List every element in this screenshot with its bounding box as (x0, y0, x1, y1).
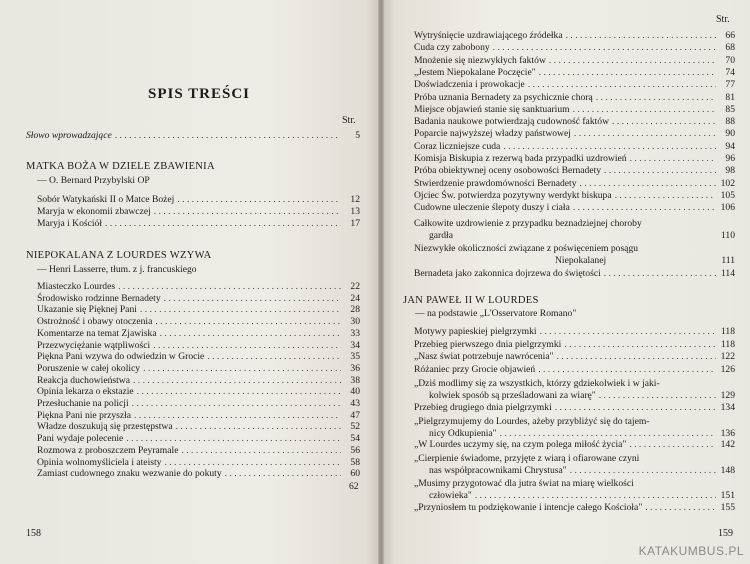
toc-entry-title: Opinia wolnomyśliciela i ateisty (37, 456, 162, 468)
toc-entry-title: Reakcja duchowieństwa (37, 374, 130, 386)
toc-page-number: 28 (350, 304, 360, 316)
dot-leader (153, 340, 341, 351)
toc-entry-title: „Nasz świat potrzebuje nawrócenia" (414, 351, 554, 363)
toc-page-number: 105 (720, 189, 735, 201)
toc-entry (37, 194, 360, 205)
toc-entry-title: Miejsce objawień stanie się sanktuarium (414, 103, 570, 115)
dot-leader (539, 67, 716, 78)
toc-page-number: 68 (725, 42, 735, 54)
toc-entry-title: Stwierdzenie prawdomówności Bernadety (414, 177, 577, 189)
toc-entry: człowieka" . . . 151 (429, 490, 735, 501)
section-heading: MATKA BOŻA W DZIELE ZBAWIENIA (26, 161, 215, 172)
toc-entry (37, 351, 360, 362)
toc-page-number: 12 (350, 194, 360, 205)
dot-leader (134, 410, 341, 421)
toc-page-number: 58 (350, 456, 360, 468)
toc-entry-line1: „Pielgrzymujemy do Lourdes, ażeby przybliżyć się do tajem- (414, 416, 650, 427)
toc-page-number: 77 (725, 79, 735, 91)
toc-entry: „Przyniosłem tu podziękowanie i intencje całego Kościoła" . . . 155 (414, 502, 735, 513)
toc-entry (414, 351, 735, 362)
toc-entry (37, 281, 360, 292)
dot-leader (540, 326, 716, 337)
section-heading: NIEPOKALANA Z LOURDES WZYWA (26, 250, 212, 261)
dot-leader (155, 316, 341, 327)
toc-page-number: 35 (350, 351, 360, 363)
toc-page-number: 96 (725, 153, 735, 164)
toc-entry (37, 304, 360, 315)
section-author: — Henri Lasserre, tłum. z j. francuskiego (37, 264, 197, 275)
toc-page-number: 118 (720, 326, 735, 337)
toc-entry-line1: „Musimy przygotować dla jutra świat na miarę wielkości (414, 478, 634, 489)
toc-entry-title: Rozmowa z proboszczem Peyramale (37, 444, 179, 456)
toc-entry: Bernadeta jako zakonnica dojrzewa do świętości . . . 114 (414, 268, 735, 279)
toc-page-number: 70 (725, 54, 735, 66)
toc-entry (414, 141, 735, 152)
dot-leader (126, 433, 341, 444)
dot-leader (564, 339, 716, 350)
toc-page-number: 66 (725, 30, 735, 41)
toc-entry (414, 128, 735, 139)
toc-entry-title: Przesłuchanie na policji (37, 398, 129, 409)
dot-leader (615, 190, 716, 201)
toc-entry-title: Maryja w ekonomii zbawczej (37, 206, 151, 218)
toc-entry-title: Piękna Pani wzywa do odwiedzin w Grocie (37, 351, 205, 363)
toc-entry (414, 202, 735, 213)
dot-leader (538, 364, 716, 375)
toc-entry-line1: „Dziś modlimy się za wszystkich, którzy gdziekolwiek i w jaki- (414, 378, 660, 389)
toc-entry-title: Ojciec Św. potwierdza pozytywny werdykt biskupa (414, 189, 612, 201)
dot-leader (503, 141, 716, 152)
dot-leader (143, 363, 341, 374)
toc-entry (37, 398, 360, 409)
page-number: 159 (718, 528, 733, 539)
toc-entry-title: Różaniec przy Grocie objawień (414, 363, 536, 375)
toc-entry-title: Pani wydaje polecenie (37, 433, 124, 445)
dot-leader (493, 42, 716, 53)
toc-entry (414, 153, 735, 164)
toc-page-number: 36 (350, 362, 360, 374)
toc-entry-title: Maryja i Kościół (37, 218, 103, 230)
toc-page-number: 122 (720, 351, 735, 363)
toc-entry-title: Doświadczenia i prowokacje (414, 79, 525, 91)
toc-page-number: 118 (720, 338, 735, 350)
dot-leader (105, 218, 341, 229)
toc-entry (414, 190, 735, 201)
book-gutter (378, 0, 384, 564)
toc-entry-title: Cuda czy zabobony (414, 42, 490, 54)
toc-page-number: 47 (350, 409, 360, 421)
dot-leader (580, 178, 716, 189)
section-author: — na podstawie „L'Osservatore Romano" (415, 308, 577, 319)
toc-entry (414, 79, 735, 90)
toc-entry (414, 55, 735, 66)
dot-leader (154, 206, 341, 217)
toc-page-number: 52 (350, 421, 360, 433)
toc-entry (414, 42, 735, 53)
dot-leader (160, 328, 341, 339)
toc-page-number: 43 (350, 398, 360, 409)
toc-entry: Przebieg drugiego dnia pielgrzymki . . . 134 (414, 402, 735, 413)
page-number: 158 (26, 528, 41, 539)
dot-leader (181, 445, 341, 456)
toc-entry-title: Próba obiektywnej oceny osobowości Bernadety (414, 165, 602, 177)
dot-leader (574, 128, 716, 139)
toc-page-number: 40 (350, 386, 360, 398)
toc-entry (414, 326, 735, 337)
toc-entry (37, 363, 360, 374)
toc-entry-title: Komisja Biskupia z rezerwą bada przypadki uzdrowień (414, 153, 627, 164)
section-author: — O. Bernard Przybylski OP (37, 175, 150, 186)
dot-leader (207, 351, 341, 362)
toc-entry (37, 206, 360, 217)
dot-leader (176, 421, 341, 432)
toc-entry-title: Poruszenie w całej okolicy (37, 362, 141, 374)
toc-entry-title: Opinia lekarza o ekstazie (37, 386, 134, 398)
toc-page-number: 90 (725, 128, 735, 140)
toc-page-number: 98 (725, 165, 735, 177)
dot-leader (557, 351, 717, 362)
dot-leader (573, 202, 716, 213)
toc-entry: nas współpracownikami Chrystusa" . . . 148 (429, 465, 735, 476)
toc-page-number: 88 (725, 116, 735, 128)
toc-page-number: 24 (350, 292, 360, 304)
toc-entry-title: Ukazanie się Pięknej Pani (37, 304, 137, 316)
toc-entry-title: „Jestem Niepokalane Poczęcie" (414, 66, 536, 78)
toc-page-number: 126 (720, 363, 735, 375)
toc-entry-title: Sobór Watykański II o Matce Bożej (37, 194, 175, 205)
toc-entry (37, 218, 360, 229)
toc-entry (414, 67, 735, 78)
toc-entry-title: Miasteczko Lourdes (37, 281, 116, 292)
toc-entry-line1: Niezwykłe okoliczności związane z poświęceniem posągu (414, 243, 639, 254)
toc-entry-title: Poparcie najwyższej władzy państwowej (414, 128, 571, 140)
toc-entry-title: Środowisko rodzinne Bernadety (37, 292, 161, 304)
toc-entry (37, 375, 360, 386)
toc-page-number: 54 (350, 433, 360, 445)
section-heading: JAN PAWEŁ II W LOURDES (403, 295, 539, 306)
toc-entry-title: Władze doszukują się przestępstwa (37, 421, 173, 433)
toc-page-number: 60 (350, 468, 360, 480)
toc-page-number: 102 (720, 177, 735, 189)
toc-page-number: 17 (350, 218, 360, 230)
toc-entry (414, 165, 735, 176)
toc-entry: nicy Odkupienia" . . . 136 (429, 428, 735, 439)
toc-entry: Niepokalanej 111 (555, 255, 735, 266)
toc-entry (414, 116, 735, 127)
toc-entry-title: Przebieg pierwszego dnia pielgrzymki (414, 338, 562, 350)
toc-entry (414, 92, 735, 103)
toc-page-number: 94 (725, 140, 735, 152)
dot-leader (528, 79, 716, 90)
dot-leader (133, 375, 341, 386)
watermark: KATAKUMBUS.PL (638, 544, 744, 558)
toc-page-number: 13 (350, 206, 360, 218)
dot-leader (604, 165, 716, 176)
toc-page-number: 85 (725, 103, 735, 115)
toc-entry-title: Zamiast cudownego znaku wezwanie do pokuty (37, 468, 222, 480)
toc-entry (37, 293, 360, 304)
toc-page-number: 106 (720, 202, 735, 214)
toc-page-number: 74 (725, 66, 735, 78)
toc-page-number: 33 (350, 327, 360, 339)
page-column-header: Str. (342, 115, 356, 126)
toc-entry-title: Piękna Pani nie przyszła (37, 409, 132, 421)
dot-leader (566, 30, 716, 41)
toc-entry (37, 445, 360, 456)
dot-leader (225, 468, 341, 479)
toc-page-number: 34 (350, 339, 360, 351)
dot-leader (140, 304, 341, 315)
toc-entry (37, 316, 360, 327)
toc-entry: gardła 110 (429, 230, 735, 241)
toc-entry (414, 339, 735, 350)
toc-entry (414, 30, 735, 41)
toc-entry: kolwiek sposób są prześladowani za wiarę" . . . 129 (429, 390, 735, 401)
toc-entry-title: Wytryśnięcie uzdrawiającego źródełka (414, 30, 563, 41)
toc-entry (414, 104, 735, 115)
toc-page-number: 81 (725, 91, 735, 103)
dot-leader (137, 386, 341, 397)
toc-entry-title: Coraz liczniejsze cuda (414, 140, 501, 152)
dot-leader (573, 104, 716, 115)
toc-entry-title: Mnożenie się niezwykłych faktów (414, 54, 546, 66)
dot-leader (177, 194, 341, 205)
dot-leader (596, 92, 716, 103)
toc-entry (414, 178, 735, 189)
toc-entry: „W Lourdes uczymy się, na czym polega miłość życia" . . . 142 (414, 439, 735, 450)
toc-entry (37, 421, 360, 432)
toc-entry-title: Przezwyciężanie wątpliwości (37, 339, 151, 351)
toc-entry (37, 457, 360, 468)
toc-entry (37, 340, 360, 351)
toc-entry-title: Ostrożność i obawy otoczenia (37, 316, 153, 328)
dot-leader (132, 398, 341, 409)
toc-entry-title: Próba uznania Bernadety za psychicznie chorą (414, 91, 593, 103)
dot-leader (549, 55, 716, 66)
dot-leader (164, 293, 341, 304)
dot-leader (630, 153, 716, 164)
toc-page-number: 30 (350, 316, 360, 328)
toc-entry-line1: Całkowite uzdrowienie z przypadku beznadziejnej choroby (414, 218, 642, 229)
page-title: SPIS TREŚCI (148, 86, 251, 102)
toc-entry-title: Cudowne uleczenie ślepoty duszy i ciała (414, 202, 570, 214)
toc-entry-title: Komentarze na temat Zjawiska (37, 327, 157, 339)
dot-leader (612, 116, 716, 127)
toc-entry (37, 328, 360, 339)
toc-entry (37, 433, 360, 444)
toc-entry (37, 386, 360, 397)
right-page (381, 0, 750, 564)
dot-leader (164, 457, 341, 468)
toc-page-number: 56 (350, 444, 360, 456)
toc-entry-title: Motywy papieskiej pielgrzymki (414, 326, 537, 337)
dot-leader (118, 281, 341, 292)
toc-page-number: 62 (349, 481, 359, 492)
toc-page-number: 22 (350, 281, 360, 292)
toc-entry-intro: Słowo wprowadzające . . . 5 (26, 130, 360, 141)
toc-entry (37, 410, 360, 421)
toc-page-number: 38 (350, 374, 360, 386)
toc-entry (37, 468, 360, 479)
toc-entry-line1: „Cierpienie świadome, przyjęte z wiarą i ofiarowane czyni (414, 453, 640, 464)
page-column-header: Str. (716, 14, 730, 25)
toc-entry (414, 364, 735, 375)
toc-entry-title: Badania naukowe potwierdzają cudowność faktów (414, 116, 610, 128)
